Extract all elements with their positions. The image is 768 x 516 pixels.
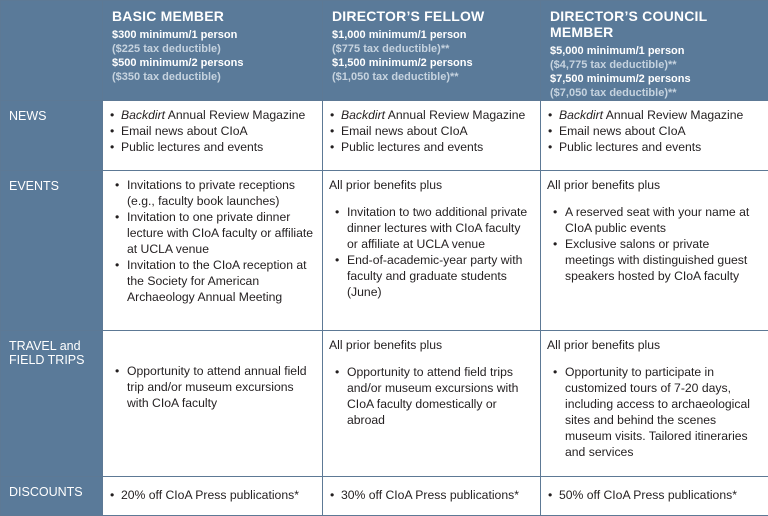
row-label-discounts: DISCOUNTS bbox=[1, 477, 103, 516]
list-item: • Opportunity to attend annual field trip and/or museum excursions with CIoA faculty bbox=[109, 363, 314, 411]
events-basic bbox=[103, 171, 323, 331]
list-item: • 20% off CIoA Press publications* bbox=[109, 487, 314, 503]
tier-name: DIRECTOR’S COUNCIL MEMBER bbox=[550, 8, 762, 40]
list-item: • Public lectures and events bbox=[547, 139, 760, 155]
discounts-council bbox=[541, 477, 768, 516]
price-one-person: $300 minimum/1 person bbox=[112, 28, 316, 42]
tier-directors-fellow bbox=[323, 1, 541, 101]
list-item: • Backdirt Annual Review Magazine bbox=[329, 107, 532, 123]
list-item: • Invitation to two additional private dinner lectures with CIoA faculty or affiliate at UCLA venue bbox=[329, 204, 532, 252]
row-label-events: EVENTS bbox=[1, 171, 103, 331]
news-fellow bbox=[323, 101, 541, 171]
list-item: • Backdirt Annual Review Magazine bbox=[109, 107, 314, 123]
tax-deductible-two-persons: ($350 tax deductible) bbox=[112, 70, 316, 84]
prior-benefits-note: All prior benefits plus bbox=[329, 177, 532, 193]
list-item: • 30% off CIoA Press publications* bbox=[329, 487, 532, 503]
header-corner bbox=[1, 1, 103, 101]
tier-basic-member bbox=[103, 1, 323, 101]
list-item: • Invitations to private receptions (e.g., faculty book launches) bbox=[109, 177, 314, 209]
tax-deductible-one-person: ($225 tax deductible) bbox=[112, 42, 316, 56]
list-item: • Invitation to the CIoA reception at the Society for American Archaeology Annual Meeting bbox=[109, 257, 314, 305]
travel-council bbox=[541, 331, 768, 477]
list-item: • Email news about CIoA bbox=[329, 123, 532, 139]
tax-deductible-one-person: ($775 tax deductible)** bbox=[332, 42, 534, 56]
news-council bbox=[541, 101, 768, 171]
discounts-fellow bbox=[323, 477, 541, 516]
tier-directors-council-member bbox=[541, 1, 768, 101]
list-item: • Public lectures and events bbox=[109, 139, 314, 155]
list-item: • End-of-academic-year party with faculty and graduate students (June) bbox=[329, 252, 532, 300]
list-item: • Email news about CIoA bbox=[547, 123, 760, 139]
price-one-person: $5,000 minimum/1 person bbox=[550, 44, 762, 58]
row-label-travel: TRAVEL and FIELD TRIPS bbox=[1, 331, 103, 477]
list-item: • Backdirt Annual Review Magazine bbox=[547, 107, 760, 123]
events-council bbox=[541, 171, 768, 331]
prior-benefits-note: All prior benefits plus bbox=[547, 177, 760, 193]
list-item: • Opportunity to attend field trips and/or museum excursions with CIoA faculty domestically or abroad bbox=[329, 364, 532, 428]
list-item: • 50% off CIoA Press publications* bbox=[547, 487, 760, 503]
list-item: • Invitation to one private dinner lecture with CIoA faculty or affiliate at UCLA venue bbox=[109, 209, 314, 257]
price-one-person: $1,000 minimum/1 person bbox=[332, 28, 534, 42]
tax-deductible-two-persons: ($7,050 tax deductible)** bbox=[550, 86, 762, 100]
travel-fellow bbox=[323, 331, 541, 477]
price-two-persons: $500 minimum/2 persons bbox=[112, 56, 316, 70]
discounts-basic bbox=[103, 477, 323, 516]
list-item: • Email news about CIoA bbox=[109, 123, 314, 139]
price-two-persons: $1,500 minimum/2 persons bbox=[332, 56, 534, 70]
tier-name: BASIC MEMBER bbox=[112, 8, 316, 24]
prior-benefits-note: All prior benefits plus bbox=[547, 337, 760, 353]
events-row bbox=[1, 171, 768, 331]
news-row bbox=[1, 101, 768, 171]
news-basic bbox=[103, 101, 323, 171]
row-label-news: NEWS bbox=[1, 101, 103, 171]
price-two-persons: $7,500 minimum/2 persons bbox=[550, 72, 762, 86]
travel-basic bbox=[103, 331, 323, 477]
tier-name: DIRECTOR’S FELLOW bbox=[332, 8, 534, 24]
list-item: • A reserved seat with your name at CIoA public events bbox=[547, 204, 760, 236]
tax-deductible-two-persons: ($1,050 tax deductible)** bbox=[332, 70, 534, 84]
prior-benefits-note: All prior benefits plus bbox=[329, 337, 532, 353]
tax-deductible-one-person: ($4,775 tax deductible)** bbox=[550, 58, 762, 72]
travel-row bbox=[1, 331, 768, 477]
discounts-row bbox=[1, 477, 768, 516]
events-fellow bbox=[323, 171, 541, 331]
list-item: • Exclusive salons or private meetings with distinguished guest speakers hosted by CIoA faculty bbox=[547, 236, 760, 284]
list-item: • Opportunity to participate in customized tours of 7-20 days, including access to archaeological sites and behind the scenes museum visits. Tailored itineraries and services bbox=[547, 364, 760, 460]
header-row bbox=[1, 1, 768, 101]
list-item: • Public lectures and events bbox=[329, 139, 532, 155]
